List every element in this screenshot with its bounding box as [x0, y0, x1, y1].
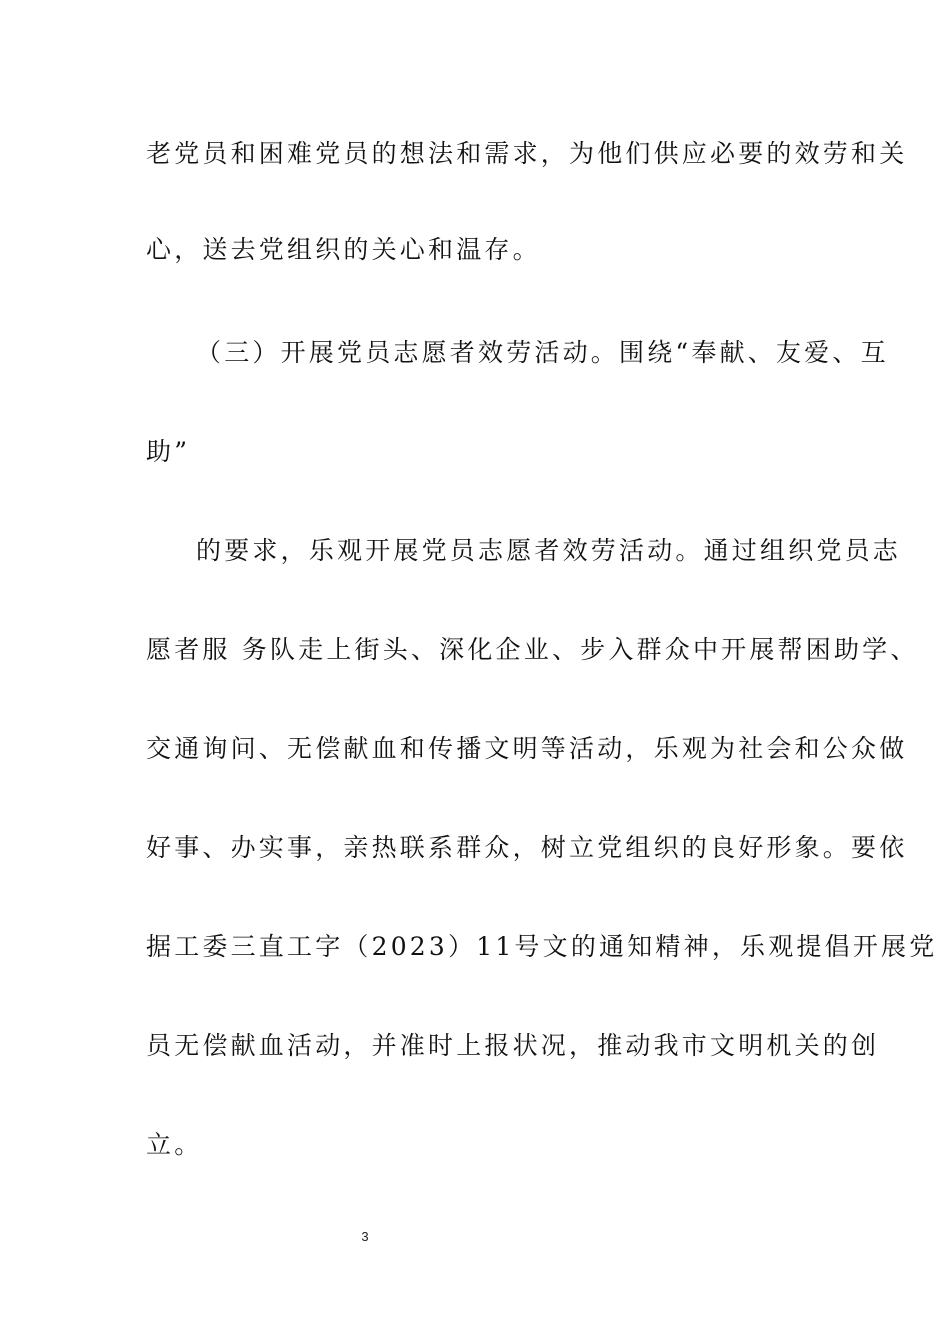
text-line: 据工委三直工字（2023）11号文的通知精神，乐观提倡开展党	[146, 932, 938, 961]
page-number: 3	[361, 1229, 369, 1244]
text-line: 好事、办实事，亲热联系群众，树立党组织的良好形象。要依	[146, 833, 908, 862]
text-line: 员无偿献血活动，并准时上报状况，推动我市文明机关的创	[146, 1031, 880, 1060]
text-line: 的要求，乐观开展党员志愿者效劳活动。通过组织党员志	[196, 536, 902, 565]
text-line: 交通询问、无偿献血和传播文明等活动，乐观为社会和公众做	[146, 734, 908, 763]
text-line: 愿者服 务队走上街头、深化企业、步入群众中开展帮困助学、	[146, 635, 919, 664]
text-line: 助”	[146, 437, 191, 466]
text-line: 心，送去党组织的关心和温存。	[146, 235, 541, 264]
section-heading-line: （三）开展党员志愿者效劳活动。围绕“奉献、友爱、互	[196, 338, 889, 367]
text-line: 立。	[146, 1130, 203, 1159]
text-line: 老党员和困难党员的想法和需求，为他们供应必要的效劳和关	[146, 139, 908, 168]
